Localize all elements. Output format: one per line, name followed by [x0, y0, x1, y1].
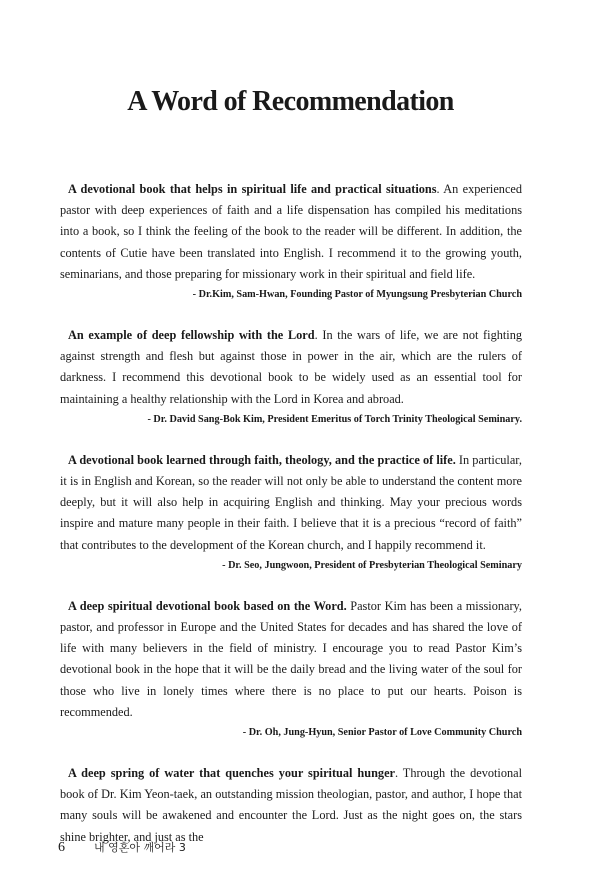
- page-number: 6: [58, 840, 65, 855]
- page-title: A Word of Recommendation: [127, 86, 454, 117]
- recommendation-lead: A devotional book learned through faith, theology, and the practice of life.: [68, 452, 456, 467]
- recommendation-signature: - Dr. David Sang-Bok Kim, President Emeritus of Torch Trinity Theological Seminary.: [147, 413, 522, 425]
- recommendation-signature: - Dr. Seo, Jungwoon, President of Presbyterian Theological Seminary: [222, 559, 522, 571]
- running-book-title: 내 영혼아 깨어라 3: [94, 841, 186, 854]
- recommendation-text: [60, 325, 522, 410]
- recommendation-5: [60, 763, 522, 848]
- recommendation-signature: - Dr.Kim, Sam-Hwan, Founding Pastor of Myungsung Presbyterian Church: [192, 289, 522, 301]
- recommendation-lead: An example of deep fellowship with the Lord: [68, 328, 315, 343]
- recommendation-4: [60, 596, 522, 741]
- page-footer: [58, 839, 186, 856]
- recommendation-body: . In the wars of life, we are not fighting against strength and flesh but against those in power in the air, which are the rulers of darkness. I recommend this devotional book to be widely used as an essential tool for maintaining a healthy relationship with the Lord in Korea and abroad.: [60, 328, 522, 406]
- recommendation-lead: A devotional book that helps in spiritual life and practical situations: [68, 182, 437, 196]
- recommendation-3: [60, 450, 522, 574]
- recommendation-text: [60, 596, 522, 723]
- recommendation-1: [60, 179, 522, 303]
- recommendation-body: Pastor Kim has been a missionary, pastor, and professor in Europe and the United States for decades and has shared the love of life with many believers in the field of ministry. I encourage you to read Pastor Kim’s devotional book in the hope that it will be the daily bread and the living water of the soul for those who live in lonely times where there is no place to put our hearts. Poison is recommended.: [60, 598, 522, 719]
- recommendation-text: [60, 450, 522, 556]
- recommendation-lead: A deep spring of water that quenches your spiritual hunger: [68, 766, 395, 781]
- recommendation-body: . Through the devotional book of Dr. Kim Yeon-taek, an outstanding mission theologian, pastor, and author, I hope that many souls will be awakened and encounter the Lord. Just as the night goes on, the stars shine brighter, and just as the: [60, 766, 522, 844]
- recommendations-list: [60, 179, 522, 870]
- recommendation-signature: - Dr. Oh, Jung-Hyun, Senior Pastor of Love Community Church: [242, 727, 522, 739]
- recommendation-text: [60, 179, 522, 285]
- recommendation-lead: A deep spiritual devotional book based on the Word.: [68, 598, 347, 613]
- recommendation-body: . An experienced pastor with deep experiences of faith and a life dispensation has compiled his meditations into a book, so I think the feeling of the book to the reader will be different. In addition, the contents of Cutie have been translated into English. I recommend it to the growing youth, seminarians, and those preparing for missionary work in their spiritual and field life.: [60, 182, 523, 281]
- recommendation-text: [60, 763, 522, 848]
- recommendation-body: In particular, it is in English and Korean, so the reader will not only be able to understand the content more deeply, but it will also help in acquiring English and thinking. May your precious words inspire and mature many people in their faith. I believe that it is a precious “record of faith” that contributes to the development of the Korean church, and I happily recommend it.: [60, 452, 522, 552]
- recommendation-2: [60, 325, 522, 428]
